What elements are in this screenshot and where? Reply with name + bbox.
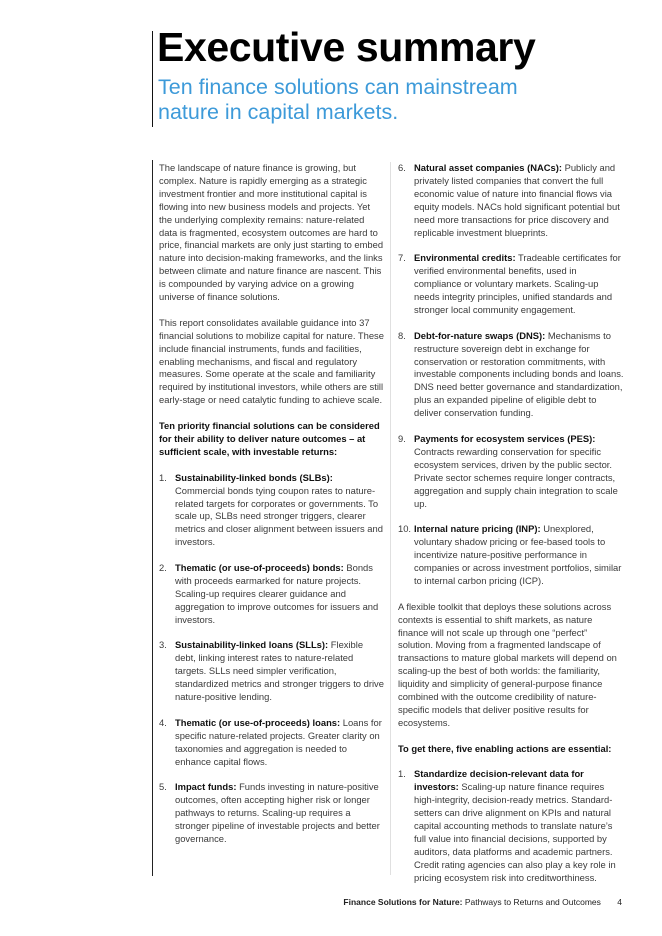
intro-paragraph-1: The landscape of nature finance is growing, but complex. Nature is rapidly emerging as a strategic investment frontier and more institutional capital is flowing into new business models and projects. Yet the underlying complexity remains: nature-related data is fragmented, ecosystem outcomes are hard to price, financial markets are only just starting to embed nature into decision-making frameworks, and the links between climate and nature finance are nascent. This is compounded by varying advice on a growing universe of finance solutions. [159,162,384,303]
solution-number: 9. [398,432,406,444]
page-subtitle: Ten finance solutions can mainstream nature in capital markets. [158,75,518,124]
page-title: Executive summary [157,24,536,70]
solution-number: 3. [159,639,167,651]
solution-item [159,639,384,704]
solution-number: 1. [159,471,167,483]
solution-term: Sustainability-linked bonds (SLBs): [175,471,333,483]
solution-number: 4. [159,716,167,728]
solution-text: Funds investing in nature-positive outcomes, often accepting higher risk or longer pathways to returns. Scaling-up requires a stronger pipeline of investable projects and better governance. [175,781,380,845]
solution-text: Tradeable certificates for verified environmental benefits, used in compliance or voluntary markets. Scaling-up needs integrity principles, unified standards and stronger local community engagement. [414,252,621,315]
solution-item [398,523,624,588]
solution-number: 2. [159,562,167,574]
solution-number: 6. [398,162,406,173]
solution-text: Loans for specific nature-related projects. Greater clarity on taxonomies and aggregation is needed to enhance capital flows. [175,716,382,767]
solution-term: Payments for ecosystem services (PES): [414,432,596,444]
action-term: Standardize decision-relevant data for investors: [414,768,584,793]
solution-text: Flexible debt, linking interest rates to nature-related targets. SLLs need simpler verification, standardized metrics and stronger triggers to drive nature-positive lending. [175,639,384,703]
solution-text: Contracts rewarding conservation for specific ecosystem services, driven by the public sector. Private sector schemes require longer contracts, aggregation and supply chain integration to scale up. [414,445,618,509]
priority-heading: Ten priority financial solutions can be considered for their ability to deliver nature outcomes – at sufficient scale, with investable returns: [159,420,380,457]
solution-text: Publicly and privately listed companies that convert the full economic value of nature into financial flows via equity models. NACs hold significant potential but need more transactions for price discovery and replicable investment blueprints. [414,162,620,238]
solution-term: Debt-for-nature swaps (DNS): [414,329,546,341]
right-column [398,162,624,898]
solution-text: Bonds with proceeds earmarked for nature projects. Scaling-up requires clearer guidance and aggregation to improve outcomes for issuers and investors. [175,562,379,625]
solution-text: Commercial bonds tying coupon rates to nature-related targets for corporates or governments. To scale up, SLBs need stronger triggers, clearer metrics and closer alignment between issuers and investors. [175,484,383,548]
solution-number: 10. [398,523,412,535]
solutions-list-left [159,472,384,846]
action-number: 1. [398,768,406,780]
solution-number: 8. [398,329,406,341]
column-divider [390,162,391,875]
solution-item [159,472,384,549]
solution-item [398,252,624,317]
solution-item [398,162,624,239]
solution-text: Mechanisms to restructure sovereign debt in exchange for conservation or restoration commitments, with investable components including bonds and loans. DNS need better governance and standardization, plus an expanded pipeline of eligible debt to deliver conservation funding. [414,329,624,419]
solutions-list-right [398,162,624,588]
title-rule [152,31,153,127]
solution-term: Internal nature pricing (INP): [414,523,541,535]
solution-item [398,433,624,510]
solution-term: Natural asset companies (NACs): [414,162,562,173]
solution-item [159,562,384,627]
left-column [159,162,384,859]
body-rule [152,160,153,876]
solution-term: Environmental credits: [414,252,516,264]
actions-heading: To get there, five enabling actions are essential: [398,742,612,754]
solution-term: Thematic (or use-of-proceeds) loans: [175,716,341,728]
action-item [398,768,624,884]
footer-publication: Finance Solutions for Nature: [343,897,463,907]
page-number: 4 [617,897,622,907]
page-footer [343,897,622,907]
solution-term: Impact funds: [175,781,237,793]
solution-item [159,717,384,769]
solution-number: 7. [398,252,406,264]
solution-item [159,781,384,846]
actions-list [398,768,624,884]
solution-term: Thematic (or use-of-proceeds) bonds: [175,562,344,574]
intro-paragraph-2: This report consolidates available guidance into 37 financial solutions to mobilize capital for nature. These include financial instruments, funds and facilities, enabling mechanisms, and fiscal and regulatory measures. Some operate at the scale and familiarity required by institutional investors, while others are still early-stage or need catalytic funding to achieve scale. [159,316,384,406]
solution-item [398,330,624,420]
solution-term: Sustainability-linked loans (SLLs): [175,639,329,651]
solution-number: 5. [159,781,167,793]
solution-text: Unexplored, voluntary shadow pricing or fee-based tools to incentivize nature-positive performance in companies or across investment portfolios, similar to internal carbon pricing (ICP). [414,523,622,586]
toolkit-paragraph: A flexible toolkit that deploys these solutions across contexts is essential to shift markets, as nature finance will not scale up through one “perfect” solution. Moving from a fragmented landscape of transactions to mature global markets will depend on scaling-up the best of both worlds: the familiarity, liquidity and simplicity of general-purpose finance combined with the outcome credibility of nature-specific models that deliver positive results for ecosystems. [398,600,617,728]
action-text: Scaling-up nature finance requires high-integrity, decision-ready metrics. Standard-setters can drive alignment on KPIs and natural capital accounting methods to translate nature’s full value into financial decisions, supported by auditors, data platforms and academic partners. Credit rating agencies can also play a key role in pricing ecosystem risk into creditworthiness. [414,781,616,883]
footer-subtitle: Pathways to Returns and Outcomes [464,897,601,907]
